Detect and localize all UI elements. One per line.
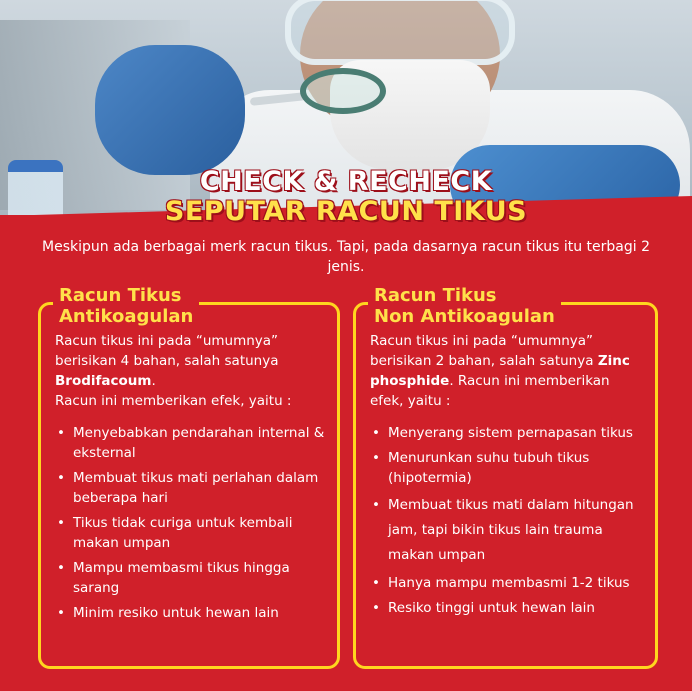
list-item: • Mampu membasmi tikus hingga sarang [55, 558, 329, 598]
list-item: • Membuat tikus mati perlahan dalam beberapa hari [55, 468, 329, 508]
non-antikoagulan-title-line2: Non Antikoagulan [374, 306, 555, 327]
list-item: • Menurunkan suhu tubuh tikus (hipotermia) [370, 448, 647, 488]
intro-text: Meskipun ada berbagai merk racun tikus. Tapi, pada dasarnya racun tikus itu terbagi 2 jenis. [42, 239, 650, 275]
desc-text: Racun tikus ini pada “umumnya” berisikan 4 bahan, salah satunya [55, 333, 279, 369]
non-antikoagulan-title [368, 285, 561, 327]
title-line-2: SEPUTAR RACUN TIKUS [164, 196, 528, 227]
ingredient-name: Brodifacoum [55, 373, 152, 389]
antikoagulan-effects-list [55, 423, 329, 623]
list-item: • Minim resiko untuk hewan lain [55, 603, 329, 623]
list-item: • Menyebabkan pendarahan internal & eksternal [55, 423, 329, 463]
list-item: • Membuat tikus mati dalam hitungan jam, tapi bikin tikus lain trauma makan umpan [370, 493, 647, 568]
magnifying-glass-icon [300, 68, 386, 114]
antikoagulan-title-line2: Antikoagulan [59, 306, 194, 327]
desc-effect-intro: Racun ini memberikan efek, yaitu : [55, 393, 292, 409]
antikoagulan-box [38, 285, 340, 669]
desc-punct: . [151, 373, 156, 389]
non-antikoagulan-title-line1: Racun Tikus [374, 285, 497, 306]
non-antikoagulan-box [353, 285, 658, 669]
desc-text: Racun tikus ini pada “umumnya” berisikan 2 bahan, salah satunya [370, 333, 594, 369]
non-antikoagulan-body [370, 331, 647, 623]
list-item: • Tikus tidak curiga untuk kembali makan umpan [55, 513, 329, 553]
non-antikoagulan-effects-list [370, 423, 647, 618]
list-item: • Menyerang sistem pernapasan tikus [370, 423, 647, 443]
safety-goggles [285, 0, 515, 65]
antikoagulan-title-line1: Racun Tikus [59, 285, 182, 306]
ingredient-name: Zinc phosphide [370, 353, 630, 389]
desc-effect-intro: . Racun ini memberikan efek, yaitu : [370, 373, 610, 409]
non-antikoagulan-description [370, 331, 647, 411]
list-item: • Resiko tinggi untuk hewan lain [370, 598, 647, 618]
left-glove [95, 45, 245, 175]
antikoagulan-description [55, 331, 329, 411]
antikoagulan-body [55, 331, 329, 628]
title-line-1: CHECK & RECHECK [199, 166, 493, 197]
list-item: • Hanya mampu membasmi 1-2 tikus [370, 573, 647, 593]
antikoagulan-title [53, 285, 199, 327]
